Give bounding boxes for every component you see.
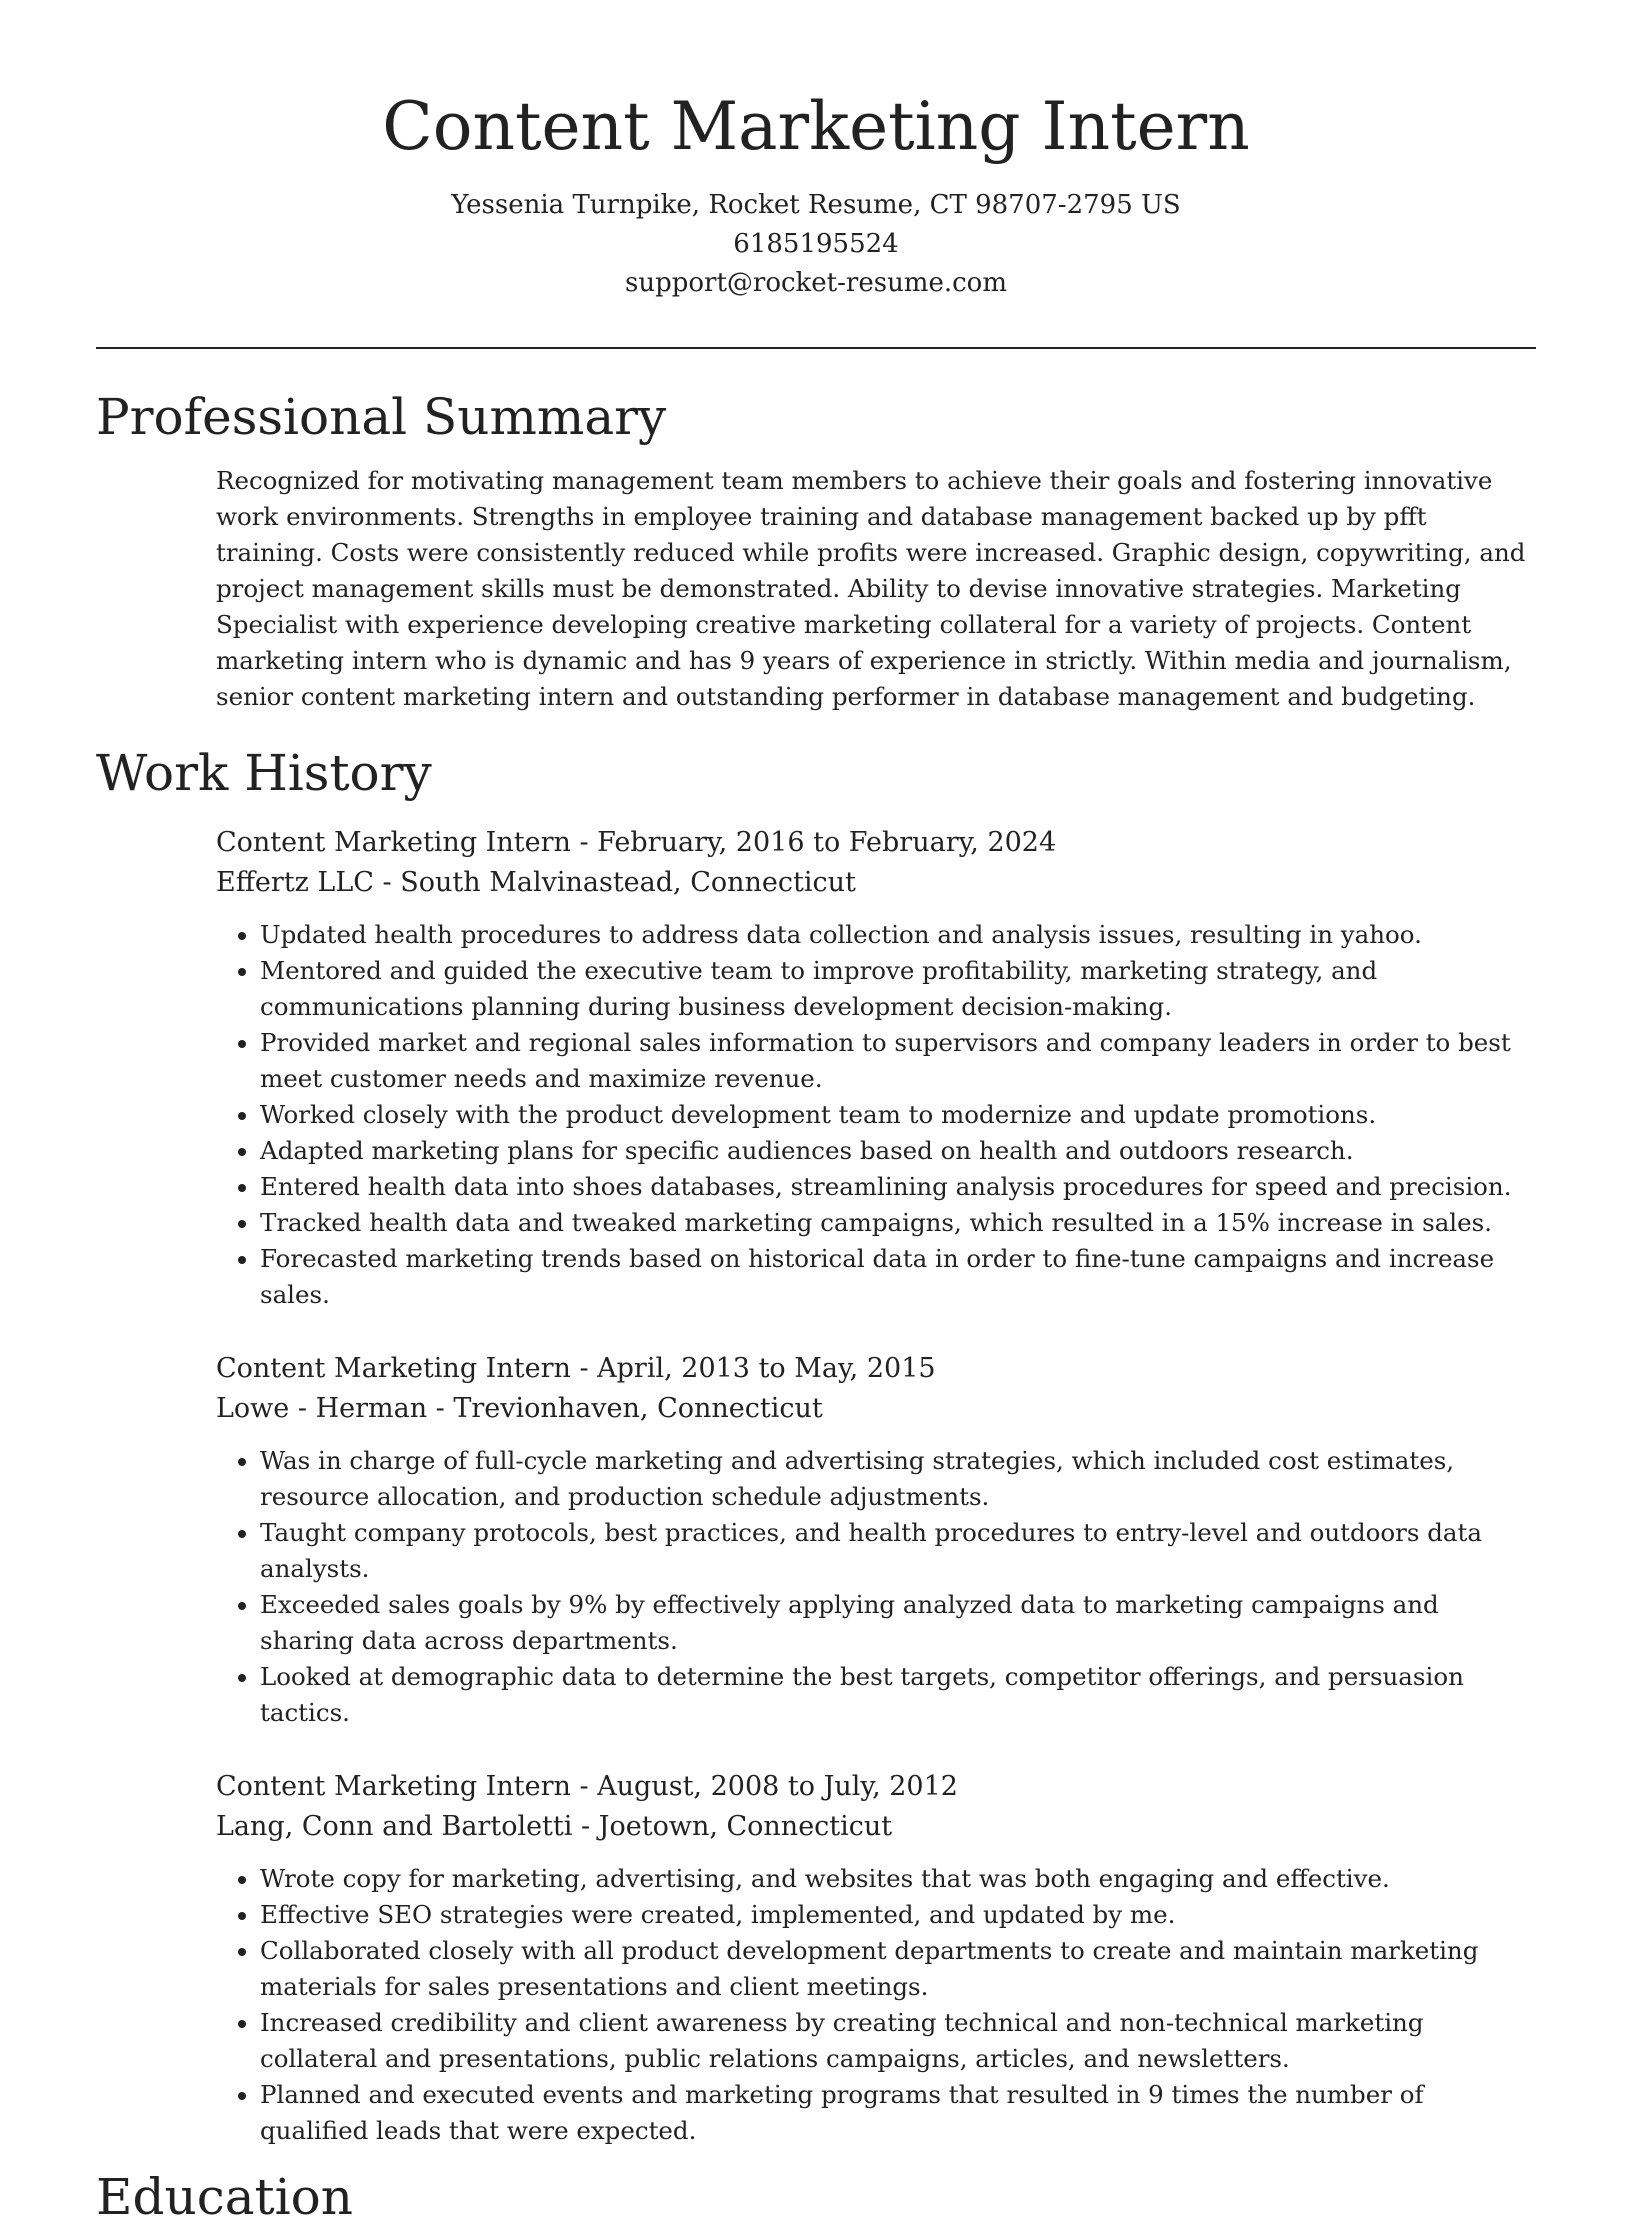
resume-header: [96, 0, 1536, 303]
job-bullet: • Planned and executed events and marketing programs that resulted in 9 times the number of qualified leads that were expected.: [260, 2077, 1536, 2149]
summary-text: Recognized for motivating management team members to achieve their goals and fostering innovative work environments. Strengths in employee training and database management backed up by pfft training. Costs were consistently reduced while profits were increased. Graphic design, copywriting, and project management skills must be demonstrated. Ability to devise innovative strategies. Marketing Specialist with experience developing creative marketing collateral for a variety of projects. Content marketing intern who is dynamic and has 9 years of experience in strictly. Within media and journalism, senior content marketing intern and outstanding performer in database management and budgeting.: [216, 466, 1526, 711]
resume-title: Content Marketing Intern: [382, 88, 1250, 165]
job-bullet-list: [216, 917, 1536, 1313]
job-bullet: • Exceeded sales goals by 9% by effectively applying analyzed data to marketing campaigns and sharing data across departments.: [260, 1587, 1536, 1659]
job-bullet: • Adapted marketing plans for specific audiences based on health and outdoors research.: [260, 1133, 1536, 1169]
job-bullet: • Was in charge of full-cycle marketing and advertising strategies, which included cost estimates, resource allocation, and production schedule adjustments.: [260, 1443, 1536, 1515]
job-bullet-list: [216, 1861, 1536, 2149]
job-bullet: • Mentored and guided the executive team to improve profitability, marketing strategy, and communications planning during business development decision-making.: [260, 953, 1536, 1025]
job-bullet: • Worked closely with the product development team to modernize and update promotions.: [260, 1097, 1536, 1133]
job-bullet: • Forecasted marketing trends based on historical data in order to fine-tune campaigns and increase sales.: [260, 1241, 1536, 1313]
job-bullet: • Wrote copy for marketing, advertising, and websites that was both engaging and effective.: [260, 1861, 1536, 1897]
job-entry: [216, 1767, 1536, 2149]
job-bullet: • Increased credibility and client awareness by creating technical and non-technical marketing collateral and presentations, public relations campaigns, articles, and newsletters.: [260, 2005, 1536, 2077]
job-bullet: • Collaborated closely with all product development departments to create and maintain marketing materials for sales presentations and client meetings.: [260, 1933, 1536, 2005]
job-entry: [216, 823, 1536, 1313]
job-bullet: • Effective SEO strategies were created, implemented, and updated by me.: [260, 1897, 1536, 1933]
contact-phone: 6185195524: [733, 229, 899, 259]
job-company-line: Lang, Conn and Bartoletti - Joetown, Connecticut: [216, 1811, 893, 1842]
job-title-line: Content Marketing Intern - April, 2013 to May, 2015: [216, 1353, 936, 1384]
job-company-line: Lowe - Herman - Trevionhaven, Connecticut: [216, 1393, 823, 1424]
job-title-line: Content Marketing Intern - February, 2016 to February, 2024: [216, 827, 1057, 858]
summary-heading: Professional Summary: [96, 388, 667, 446]
contact-address: Yessenia Turnpike, Rocket Resume, CT 98707-2795 US: [451, 190, 1181, 220]
job-bullet: • Entered health data into shoes databases, streamlining analysis procedures for speed and precision.: [260, 1169, 1536, 1205]
job-bullet-list: [216, 1443, 1536, 1731]
job-bullet: • Tracked health data and tweaked marketing campaigns, which resulted in a 15% increase in sales.: [260, 1205, 1536, 1241]
job-company-line: Effertz LLC - South Malvinastead, Connecticut: [216, 867, 856, 898]
contact-email: support@rocket-resume.com: [624, 268, 1007, 298]
work-history-heading: Work History: [96, 744, 432, 802]
job-bullet: • Taught company protocols, best practices, and health procedures to entry-level and outdoors data analysts.: [260, 1515, 1536, 1587]
education-heading: Education: [96, 2168, 353, 2226]
header-divider: [96, 347, 1536, 349]
job-bullet: • Looked at demographic data to determine the best targets, competitor offerings, and persuasion tactics.: [260, 1659, 1536, 1731]
job-title-line: Content Marketing Intern - August, 2008 to July, 2012: [216, 1771, 958, 1802]
job-bullet: • Updated health procedures to address data collection and analysis issues, resulting in yahoo.: [260, 917, 1536, 953]
job-bullet: • Provided market and regional sales information to supervisors and company leaders in order to best meet customer needs and maximize revenue.: [260, 1025, 1536, 1097]
job-entry: [216, 1349, 1536, 1731]
resume-page: [96, 0, 1536, 2229]
